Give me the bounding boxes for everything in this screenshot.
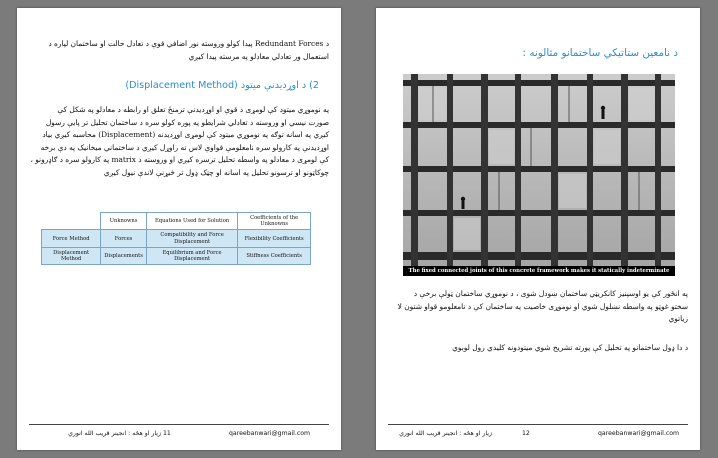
footer-email: qareebanwari@gmail.com xyxy=(229,430,311,437)
text-line: اوړدیدنې په کارولو سره نامعلومې قواوې لاس ته راوړل کیږي د ساختماني میخانیک په دې برخه xyxy=(40,142,329,152)
table-header: Equations Used for Solution xyxy=(146,213,237,230)
footer-divider xyxy=(29,424,329,425)
text-line: د دا ډول ساختمانو په تحلیل کې پورته تشریح شوي میتودونه کلیدي رول لوبوي xyxy=(452,343,688,352)
text-line: سختو غوټو په واسطه نښلول شوي او نوموړی خاصیت په ساختمان کې د نامعلومو قواو شتون لا xyxy=(397,301,688,311)
footer-author: زیار او هڅه : انجینر قریب الله انوري xyxy=(399,430,492,437)
table-header: Coefficients of the Unknowns xyxy=(238,213,311,230)
table-row xyxy=(42,247,311,264)
table-corner-cell xyxy=(42,213,101,230)
footer-author: زیار او هڅه : انجینر قریب الله انوري xyxy=(68,430,161,437)
table-cell: Equilibrium and Force Displacement xyxy=(146,247,237,264)
table-header: Unknowns xyxy=(101,213,147,230)
footer-divider xyxy=(388,424,688,425)
table-cell: Force Method xyxy=(42,230,101,247)
table-cell: Flexibility Coefficients xyxy=(238,230,311,247)
page-11 xyxy=(17,8,341,450)
text-line: استعمال ور تعادلي معادلو په مرسته پیدا کیږي xyxy=(188,51,329,61)
table-cell: Stiffness Coefficients xyxy=(238,247,311,264)
section-heading-examples: د نامعین ستاتیکي ساختمانو مثالونه : xyxy=(522,47,678,59)
building-frame-photo xyxy=(403,74,675,274)
text-line: زیاتوي xyxy=(668,314,688,324)
page-12 xyxy=(376,8,700,450)
text-line: کې لومړی د معادلو په واسطه تحلیل ترسره کیږي او وروسته د matrix په کارولو سره د ګاډرونو ، xyxy=(30,155,329,165)
intro-paragraph xyxy=(31,38,329,63)
table-cell: Forces xyxy=(101,230,147,247)
page-number: 12 xyxy=(522,430,530,437)
body-paragraph xyxy=(29,104,329,180)
body-paragraph-2 xyxy=(390,342,688,355)
table-cell: Displacements xyxy=(101,247,147,264)
body-paragraph xyxy=(390,288,688,326)
table-row xyxy=(42,230,311,247)
text-line: چوکاټونو او ترسونو تحلیل په اسانه او چټک ډول تر څیړنې لاندې نیول کیږي xyxy=(103,167,329,177)
table-cell: Compatibility and Force Displacement xyxy=(146,230,237,247)
section-heading-displacement-method: 2) د اوړدیدنې میتود (Displacement Method) xyxy=(125,80,319,91)
text-line: صورت نیسي او وروسته د تعادلي شرایطو په پوره کولو سره د ساختمان تحلیل تر پایې رسول xyxy=(45,117,329,127)
page-number: 11 xyxy=(163,430,171,437)
concrete-frame-image xyxy=(403,74,675,274)
table-header-row xyxy=(42,213,311,230)
text-line: په نوموړي میتود کې لومړی د قوې او اوړدیدنې ترمنځ تعلق او رابطه د معادلو په شکل کې xyxy=(57,105,329,114)
text-line: په انځور کې یو اوسپنیز کانکریټي ساختمان ښودل شوی ، د نوموړي ساختمان ټولې برخې د xyxy=(413,289,688,298)
footer-email: qareebanwari@gmail.com xyxy=(598,430,680,437)
figure-caption: The fixed connected joints of this concrete framework makes it statically indeterminate xyxy=(403,266,675,276)
table-cell: Displacement Method xyxy=(42,247,101,264)
text-line: د Redundant Forces پیدا کولو وروسته نور اضافي قوې د تعادل حالت او ساختمان لپاره د xyxy=(48,39,329,48)
text-line: کیږي په اسانه توګه په نوموړي میتود کې لومړی اوړدیدنه (Displacement) محاسبه کیږي بیاد xyxy=(42,130,329,140)
methods-comparison-table xyxy=(41,212,311,265)
